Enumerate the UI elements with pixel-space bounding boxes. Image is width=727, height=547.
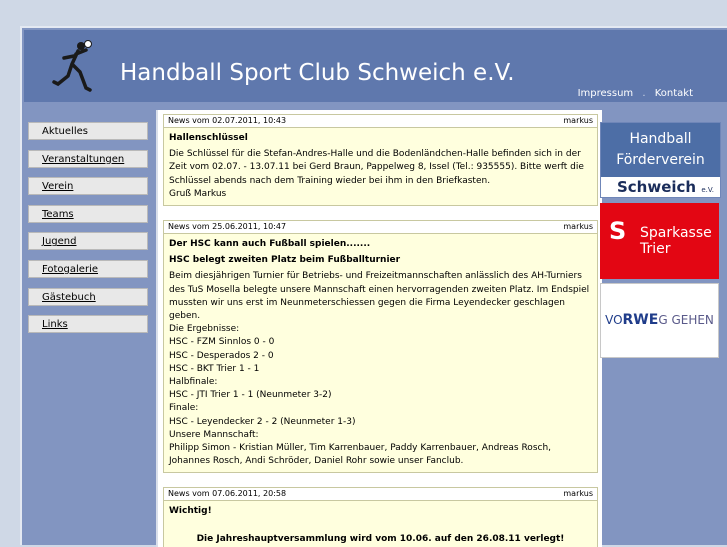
sparkasse-name bbox=[640, 225, 712, 257]
impressum-link[interactable]: Impressum bbox=[577, 88, 634, 99]
nav-separator: . bbox=[642, 88, 646, 99]
news-date: News vom 02.07.2011, 10:43 bbox=[168, 116, 287, 125]
news-text: Beim diesjährigen Turnier für Betriebs- und Freizeitmannschaften anlässlich des AH-Turniers des TuS Mosella belegte unsere Mannschaft einen hervorragenden zweiten Platz. Im Endspiel mussten wir uns erst im Neunmeterschiessen gegen die Firma Leyendecker geschlagen geben. bbox=[169, 271, 590, 322]
news-text: Gruß Markus bbox=[169, 188, 227, 199]
news-author: markus bbox=[563, 489, 593, 499]
news-item bbox=[163, 114, 598, 206]
news-author: markus bbox=[563, 116, 593, 125]
foerderverein-banner[interactable] bbox=[600, 122, 721, 198]
news-text: HSC - BKT Trier 1 - 1 bbox=[169, 363, 260, 374]
foerderverein-schweich bbox=[601, 177, 720, 197]
sidebar-item-teams[interactable]: Teams bbox=[28, 205, 148, 223]
foerderverein-line3: Schweich bbox=[616, 178, 697, 196]
sidebar-item-gaestebuch[interactable]: Gästebuch bbox=[28, 288, 148, 306]
sponsor-column bbox=[600, 122, 721, 358]
news-text: HSC - JTI Trier 1 - 1 (Neunmeter 3-2) bbox=[169, 390, 332, 401]
news-text: Unsere Mannschaft: bbox=[169, 429, 259, 440]
news-title: Wichtig! bbox=[169, 506, 212, 517]
handball-player-logo[interactable] bbox=[42, 38, 102, 98]
news-text: Halbfinale: bbox=[169, 377, 218, 388]
sidebar-item-veranstaltungen[interactable]: Veranstaltungen bbox=[28, 150, 148, 168]
news-announcement: Die Jahreshauptversammlung wird vom 10.06. auf den 26.08.11 verlegt! bbox=[196, 533, 565, 544]
sparkasse-logo-icon: S bbox=[609, 217, 627, 245]
sidebar-item-aktuelles[interactable]: Aktuelles bbox=[28, 122, 148, 140]
foerderverein-band bbox=[601, 123, 720, 177]
site-header bbox=[24, 30, 727, 102]
rwe-suffix: G GEHEN bbox=[658, 313, 714, 327]
news-item bbox=[163, 220, 598, 473]
foerderverein-line2: Förderverein bbox=[616, 152, 705, 168]
sparkasse-banner[interactable] bbox=[600, 203, 719, 279]
news-text: HSC - Leyendecker 2 - 2 (Neunmeter 1-3) bbox=[169, 416, 356, 427]
sidebar-item-jugend[interactable]: Jugend bbox=[28, 232, 148, 250]
sidebar-item-verein[interactable]: Verein bbox=[28, 177, 148, 195]
page-frame bbox=[20, 26, 727, 545]
news-header bbox=[164, 221, 597, 234]
site-title: Handball Sport Club Schweich e.V. bbox=[120, 60, 515, 86]
news-subtitle: HSC belegt zweiten Platz beim Fußballturnier bbox=[169, 255, 401, 266]
news-title: Der HSC kann auch Fußball spielen....... bbox=[169, 239, 371, 250]
sidebar-item-fotogalerie[interactable]: Fotogalerie bbox=[28, 260, 148, 278]
news-text: Philipp Simon - Kristian Müller, Tim Karrenbauer, Paddy Karrenbauer, Andreas Rosch, Johannes Rosch, Andi Schröder, Daniel Rohr sowie unser Fanclub. bbox=[169, 443, 552, 467]
news-content[interactable] bbox=[156, 110, 602, 547]
foerderverein-suffix: e.V. bbox=[701, 186, 714, 194]
news-date: News vom 25.06.2011, 10:47 bbox=[168, 222, 287, 232]
news-text: HSC - FZM Sinnlos 0 - 0 bbox=[169, 337, 275, 348]
sidebar-item-links[interactable]: Links bbox=[28, 315, 148, 333]
rwe-brand: RWE bbox=[622, 312, 659, 328]
sparkasse-line2: Trier bbox=[640, 241, 671, 257]
news-text: Die Ergebnisse: bbox=[169, 324, 240, 335]
news-date: News vom 07.06.2011, 20:58 bbox=[168, 489, 287, 499]
news-author: markus bbox=[563, 222, 593, 232]
news-title: Hallenschlüssel bbox=[169, 133, 248, 143]
rwe-prefix: VO bbox=[605, 313, 623, 327]
rwe-banner[interactable] bbox=[600, 283, 719, 358]
sparkasse-line1: Sparkasse bbox=[640, 225, 712, 241]
news-item bbox=[163, 487, 598, 547]
news-text: HSC - Desperados 2 - 0 bbox=[169, 350, 274, 361]
news-text: Finale: bbox=[169, 403, 199, 414]
news-header bbox=[164, 115, 597, 128]
sidebar-menu bbox=[28, 122, 148, 343]
news-text: Die Schlüssel für die Stefan-Andres-Halle und die Bodenländchen-Halle befinden sich in der Zeit vom 02.07. - 13.07.11 bei Gerd Braun, Pappelweg 8, Issel (Tel.: 935555). Bitte werft die Schlüssel abends nach dem Training wieder bei ihm in den Briefkasten. bbox=[169, 149, 584, 186]
kontakt-link[interactable]: Kontakt bbox=[654, 88, 693, 99]
foerderverein-line1: Handball bbox=[629, 131, 692, 147]
news-body bbox=[164, 501, 597, 547]
top-navigation bbox=[572, 88, 693, 99]
news-body bbox=[164, 234, 597, 472]
news-body bbox=[164, 128, 597, 205]
news-header bbox=[164, 488, 597, 501]
